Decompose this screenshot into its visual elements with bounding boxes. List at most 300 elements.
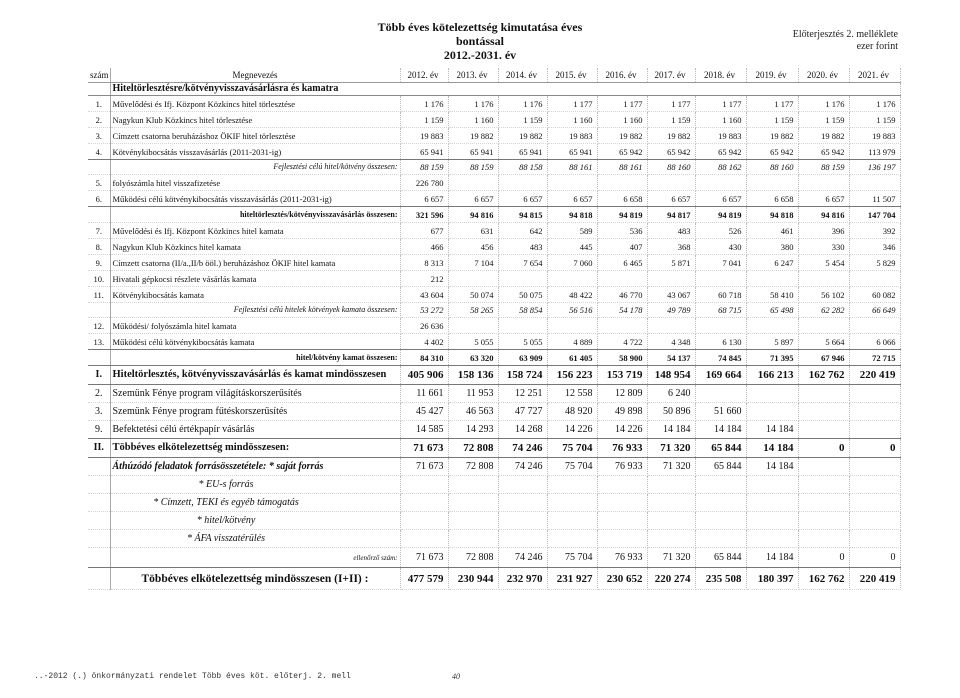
- row-value: [849, 494, 900, 512]
- commitment-table: [88, 68, 901, 590]
- row-value: 1 177: [647, 96, 695, 112]
- year-header: 2015. év: [547, 68, 597, 83]
- row-value: [448, 494, 498, 512]
- row-label: Címzett csatorna beruházáshoz ÖKIF hitel törlesztése: [110, 128, 400, 144]
- table-row: [88, 160, 900, 175]
- row-value: [798, 512, 849, 530]
- row-value: 461: [746, 223, 798, 239]
- row-number: [88, 494, 110, 512]
- row-value: [448, 476, 498, 494]
- row-value: [849, 512, 900, 530]
- row-value: 14 184: [746, 458, 798, 476]
- row-value: 180 397: [746, 568, 798, 590]
- row-value: 49 898: [597, 403, 647, 421]
- year-header: 2014. év: [498, 68, 547, 83]
- row-value: 321 596: [400, 207, 448, 223]
- row-value: 60 718: [695, 287, 746, 303]
- row-number: [88, 458, 110, 476]
- row-value: 65 498: [746, 303, 798, 318]
- row-value: 62 282: [798, 303, 849, 318]
- row-value: [647, 271, 695, 287]
- row-label: Működési célú kötvénykibocsátás kamata: [110, 334, 400, 350]
- row-value: 1 176: [400, 96, 448, 112]
- table-row: [88, 548, 900, 568]
- row-value: 19 883: [849, 128, 900, 144]
- row-number: 6.: [88, 191, 110, 207]
- row-value: 1 177: [695, 96, 746, 112]
- row-label: Kötvénykibocsátás kamata: [110, 287, 400, 303]
- row-value: [597, 476, 647, 494]
- row-value: 84 310: [400, 350, 448, 366]
- row-value: 14 268: [498, 421, 547, 439]
- row-label: folyószámla hitel visszafizetése: [110, 175, 400, 191]
- row-value: [746, 494, 798, 512]
- row-value: [597, 175, 647, 191]
- row-value: 53 272: [400, 303, 448, 318]
- row-value: 19 882: [498, 128, 547, 144]
- row-value: 392: [849, 223, 900, 239]
- row-value: 72 808: [448, 548, 498, 568]
- row-value: 158 724: [498, 366, 547, 385]
- row-value: 65 844: [695, 548, 746, 568]
- row-value: 65 941: [547, 144, 597, 160]
- row-value: 1 177: [597, 96, 647, 112]
- row-value: 407: [597, 239, 647, 255]
- row-value: 19 882: [647, 128, 695, 144]
- row-value: 88 159: [798, 160, 849, 175]
- row-value: 74 246: [498, 439, 547, 458]
- row-value: 71 395: [746, 350, 798, 366]
- row-value: 19 883: [547, 128, 597, 144]
- row-value: [798, 403, 849, 421]
- row-value: 153 719: [597, 366, 647, 385]
- row-value: 14 226: [597, 421, 647, 439]
- row-value: 56 102: [798, 287, 849, 303]
- row-value: [547, 530, 597, 548]
- row-value: 88 159: [448, 160, 498, 175]
- row-value: 147 704: [849, 207, 900, 223]
- row-number: 3.: [88, 128, 110, 144]
- row-value: 4 402: [400, 334, 448, 350]
- row-value: 1 159: [746, 112, 798, 128]
- row-value: 19 882: [798, 128, 849, 144]
- row-number: [88, 160, 110, 175]
- table-row: [88, 403, 900, 421]
- row-value: [547, 494, 597, 512]
- row-value: 631: [448, 223, 498, 239]
- title-line-3: 2012.-2031. év: [443, 48, 517, 62]
- row-value: 14 184: [746, 548, 798, 568]
- year-header: 2013. év: [448, 68, 498, 83]
- row-number: [88, 548, 110, 568]
- row-value: [448, 512, 498, 530]
- row-value: 230 944: [448, 568, 498, 590]
- row-value: [498, 512, 547, 530]
- row-label: Kötvénykibocsátás visszavásárlás (2011-2031-ig): [110, 144, 400, 160]
- table-row: [88, 128, 900, 144]
- row-number: [88, 530, 110, 548]
- row-value: 162 762: [798, 366, 849, 385]
- row-value: 113 979: [849, 144, 900, 160]
- row-value: 8 313: [400, 255, 448, 271]
- row-label: Művelődési és Ifj. Központ Közkincs hitel kamata: [110, 223, 400, 239]
- row-value: 46 770: [597, 287, 647, 303]
- row-value: 94 815: [498, 207, 547, 223]
- row-value: 48 422: [547, 287, 597, 303]
- row-value: [647, 175, 695, 191]
- row-value: 430: [695, 239, 746, 255]
- row-value: 72 808: [448, 439, 498, 458]
- row-number: 4.: [88, 144, 110, 160]
- row-value: 75 704: [547, 458, 597, 476]
- row-value: 7 060: [547, 255, 597, 271]
- row-number: 13.: [88, 334, 110, 350]
- row-value: 19 882: [597, 128, 647, 144]
- row-value: 6 657: [400, 191, 448, 207]
- row-value: [400, 476, 448, 494]
- row-value: [498, 530, 547, 548]
- row-value: 65 942: [746, 144, 798, 160]
- row-value: 58 854: [498, 303, 547, 318]
- row-value: 368: [647, 239, 695, 255]
- section-no: [88, 83, 110, 96]
- row-value: 330: [798, 239, 849, 255]
- row-value: 5 897: [746, 334, 798, 350]
- table-row: [88, 175, 900, 191]
- row-value: 6 658: [746, 191, 798, 207]
- row-value: 65 942: [695, 144, 746, 160]
- row-value: 65 941: [400, 144, 448, 160]
- row-value: 0: [798, 548, 849, 568]
- row-value: 71 673: [400, 458, 448, 476]
- row-number: 1.: [88, 96, 110, 112]
- table-row: [88, 421, 900, 439]
- col-no-header: szám: [88, 68, 110, 83]
- row-value: 65 844: [695, 458, 746, 476]
- row-label: Szemünk Fénye program világításkorszerűsítés: [110, 385, 400, 403]
- row-value: 26 636: [400, 318, 448, 334]
- row-value: [547, 476, 597, 494]
- row-value: [798, 421, 849, 439]
- row-value: 1 159: [498, 112, 547, 128]
- row-value: 7 104: [448, 255, 498, 271]
- row-value: 4 722: [597, 334, 647, 350]
- row-value: [498, 476, 547, 494]
- row-value: [498, 494, 547, 512]
- row-value: [695, 476, 746, 494]
- year-header: 2016. év: [597, 68, 647, 83]
- row-value: [400, 512, 448, 530]
- row-value: [695, 318, 746, 334]
- row-value: 6 247: [746, 255, 798, 271]
- row-number: [88, 350, 110, 366]
- table-row: [88, 239, 900, 255]
- row-label: Többéves elkötelezettség mindösszesen:: [110, 439, 400, 458]
- year-header: 2019. év: [746, 68, 798, 83]
- row-value: 58 410: [746, 287, 798, 303]
- row-label: ellenőrző szám:: [110, 548, 400, 568]
- row-value: 231 927: [547, 568, 597, 590]
- table-row: [88, 568, 900, 590]
- row-value: [798, 530, 849, 548]
- row-value: [597, 512, 647, 530]
- table-row: [88, 494, 900, 512]
- row-value: [647, 530, 695, 548]
- row-value: 71 673: [400, 548, 448, 568]
- row-label: Nagykun Klub Közkincs hitel kamata: [110, 239, 400, 255]
- row-value: 6 657: [498, 191, 547, 207]
- row-label: Hivatali gépkocsi részlete vásárlás kamata: [110, 271, 400, 287]
- row-value: 94 819: [597, 207, 647, 223]
- row-value: 166 213: [746, 366, 798, 385]
- row-value: 14 184: [647, 421, 695, 439]
- row-value: 4 889: [547, 334, 597, 350]
- row-value: 1 177: [547, 96, 597, 112]
- row-value: 58 900: [597, 350, 647, 366]
- row-value: 75 704: [547, 548, 597, 568]
- row-value: [798, 476, 849, 494]
- row-value: 74 246: [498, 458, 547, 476]
- row-value: [400, 530, 448, 548]
- row-value: 71 320: [647, 548, 695, 568]
- row-value: 65 942: [798, 144, 849, 160]
- row-value: 6 657: [448, 191, 498, 207]
- col-name-header: Megnevezés: [110, 68, 400, 83]
- row-value: 88 158: [498, 160, 547, 175]
- row-number: 9.: [88, 421, 110, 439]
- row-value: 1 176: [849, 96, 900, 112]
- row-value: 346: [849, 239, 900, 255]
- year-header: 2021. év: [849, 68, 900, 83]
- row-value: 380: [746, 239, 798, 255]
- row-value: 43 604: [400, 287, 448, 303]
- table-header-row: [88, 68, 900, 83]
- row-value: [695, 271, 746, 287]
- row-value: 477 579: [400, 568, 448, 590]
- row-value: 51 660: [695, 403, 746, 421]
- row-value: 65 941: [498, 144, 547, 160]
- row-value: 14 184: [746, 439, 798, 458]
- row-label: Működési/ folyószámla hitel kamata: [110, 318, 400, 334]
- row-value: [849, 175, 900, 191]
- row-value: 5 664: [798, 334, 849, 350]
- table-row: [88, 512, 900, 530]
- row-value: 66 649: [849, 303, 900, 318]
- row-label: * Címzett, TEKI és egyéb támogatás: [110, 494, 400, 512]
- table-row: [88, 191, 900, 207]
- row-value: [695, 494, 746, 512]
- row-value: 1 160: [597, 112, 647, 128]
- row-value: 5 871: [647, 255, 695, 271]
- row-value: [746, 530, 798, 548]
- row-value: 50 074: [448, 287, 498, 303]
- row-value: 12 558: [547, 385, 597, 403]
- row-value: 396: [798, 223, 849, 239]
- row-value: 212: [400, 271, 448, 287]
- row-number: 5.: [88, 175, 110, 191]
- row-value: 56 516: [547, 303, 597, 318]
- row-value: [448, 530, 498, 548]
- row-value: 6 657: [798, 191, 849, 207]
- row-value: 11 661: [400, 385, 448, 403]
- row-label: * hitel/kötvény: [110, 512, 400, 530]
- row-number: 2.: [88, 385, 110, 403]
- year-header: 2020. év: [798, 68, 849, 83]
- row-value: 4 348: [647, 334, 695, 350]
- row-value: 19 883: [695, 128, 746, 144]
- row-label: Többéves elkötelezettség mindösszesen (I+II) :: [110, 568, 400, 590]
- row-label: Nagykun Klub Közkincs hitel törlesztése: [110, 112, 400, 128]
- row-value: 7 654: [498, 255, 547, 271]
- row-value: [798, 385, 849, 403]
- row-value: 65 941: [448, 144, 498, 160]
- row-value: 71 320: [647, 439, 695, 458]
- row-value: 5 454: [798, 255, 849, 271]
- row-value: 14 226: [547, 421, 597, 439]
- row-value: 220 274: [647, 568, 695, 590]
- row-number: 9.: [88, 255, 110, 271]
- row-value: 220 419: [849, 366, 900, 385]
- row-value: [746, 512, 798, 530]
- row-value: 12 251: [498, 385, 547, 403]
- row-value: 235 508: [695, 568, 746, 590]
- table-row: [88, 530, 900, 548]
- row-value: 677: [400, 223, 448, 239]
- row-value: 88 161: [597, 160, 647, 175]
- row-value: 76 933: [597, 439, 647, 458]
- table-row: [88, 334, 900, 350]
- row-value: 1 160: [448, 112, 498, 128]
- row-value: 88 161: [547, 160, 597, 175]
- row-value: 65 942: [597, 144, 647, 160]
- row-value: [547, 318, 597, 334]
- row-value: 5 829: [849, 255, 900, 271]
- row-value: [746, 385, 798, 403]
- row-value: 49 789: [647, 303, 695, 318]
- row-value: [547, 271, 597, 287]
- table-row: [88, 350, 900, 366]
- row-number: 2.: [88, 112, 110, 128]
- row-value: [849, 318, 900, 334]
- year-header: 2018. év: [695, 68, 746, 83]
- row-number: [88, 207, 110, 223]
- row-number: 3.: [88, 403, 110, 421]
- row-number: 10.: [88, 271, 110, 287]
- table-row: [88, 144, 900, 160]
- row-value: 54 178: [597, 303, 647, 318]
- row-value: 68 715: [695, 303, 746, 318]
- row-value: 1 176: [798, 96, 849, 112]
- row-value: 67 946: [798, 350, 849, 366]
- row-value: 642: [498, 223, 547, 239]
- row-value: 1 160: [695, 112, 746, 128]
- row-label: Befektetési célú értékpapír vásárlás: [110, 421, 400, 439]
- row-value: 1 159: [647, 112, 695, 128]
- row-value: 6 465: [597, 255, 647, 271]
- row-value: 483: [498, 239, 547, 255]
- row-label: Művelődési és Ifj. Központ Közkincs hitel törlesztése: [110, 96, 400, 112]
- year-header: 2012. év: [400, 68, 448, 83]
- row-value: [849, 458, 900, 476]
- appendix-note: [793, 29, 898, 53]
- row-value: 14 585: [400, 421, 448, 439]
- row-value: 405 906: [400, 366, 448, 385]
- table-row: [88, 255, 900, 271]
- row-value: 11 507: [849, 191, 900, 207]
- row-number: 8.: [88, 239, 110, 255]
- row-value: 72 715: [849, 350, 900, 366]
- table-row: [88, 385, 900, 403]
- section-row: [88, 83, 900, 96]
- footer-reference: ..-2012 (.) önkormányzati rendelet Több éves köt. előterj. 2. mell: [34, 672, 351, 681]
- row-value: [647, 318, 695, 334]
- row-value: [849, 385, 900, 403]
- row-label: Címzett csatorna (II/a.,II/b ööl.) beruházáshoz ÖKIF hitel kamata: [110, 255, 400, 271]
- row-value: 6 657: [695, 191, 746, 207]
- row-value: 1 177: [746, 96, 798, 112]
- row-value: 88 162: [695, 160, 746, 175]
- row-value: 526: [695, 223, 746, 239]
- row-value: 0: [849, 439, 900, 458]
- row-value: 589: [547, 223, 597, 239]
- row-value: [798, 318, 849, 334]
- row-value: [849, 476, 900, 494]
- row-value: 536: [597, 223, 647, 239]
- row-value: 483: [647, 223, 695, 239]
- row-value: 7 041: [695, 255, 746, 271]
- row-value: [448, 271, 498, 287]
- row-number: 12.: [88, 318, 110, 334]
- row-value: 94 818: [746, 207, 798, 223]
- row-label: Fejlesztési célú hitel/kötvény összesen:: [110, 160, 400, 175]
- row-value: 94 816: [798, 207, 849, 223]
- row-value: 14 293: [448, 421, 498, 439]
- row-value: [849, 271, 900, 287]
- row-number: [88, 568, 110, 590]
- row-value: [746, 403, 798, 421]
- table-row: [88, 366, 900, 385]
- table-row: [88, 476, 900, 494]
- row-value: 19 882: [448, 128, 498, 144]
- row-value: [448, 175, 498, 191]
- row-value: [746, 318, 798, 334]
- row-value: 58 265: [448, 303, 498, 318]
- row-number: I.: [88, 366, 110, 385]
- title-line-2: bontással: [455, 34, 505, 48]
- row-value: 6 066: [849, 334, 900, 350]
- table-row: [88, 271, 900, 287]
- row-value: 5 055: [448, 334, 498, 350]
- table-row: [88, 207, 900, 223]
- row-value: 63 909: [498, 350, 547, 366]
- row-value: 0: [798, 439, 849, 458]
- row-value: 226 780: [400, 175, 448, 191]
- row-value: [498, 318, 547, 334]
- row-value: [547, 175, 597, 191]
- row-value: 71 673: [400, 439, 448, 458]
- row-value: 1 176: [448, 96, 498, 112]
- row-value: [498, 271, 547, 287]
- row-value: [695, 512, 746, 530]
- row-value: 158 136: [448, 366, 498, 385]
- row-value: 94 818: [547, 207, 597, 223]
- row-value: 72 808: [448, 458, 498, 476]
- row-value: 94 819: [695, 207, 746, 223]
- row-value: 88 159: [400, 160, 448, 175]
- row-value: [547, 512, 597, 530]
- page-number: 40: [452, 672, 460, 681]
- row-value: [746, 175, 798, 191]
